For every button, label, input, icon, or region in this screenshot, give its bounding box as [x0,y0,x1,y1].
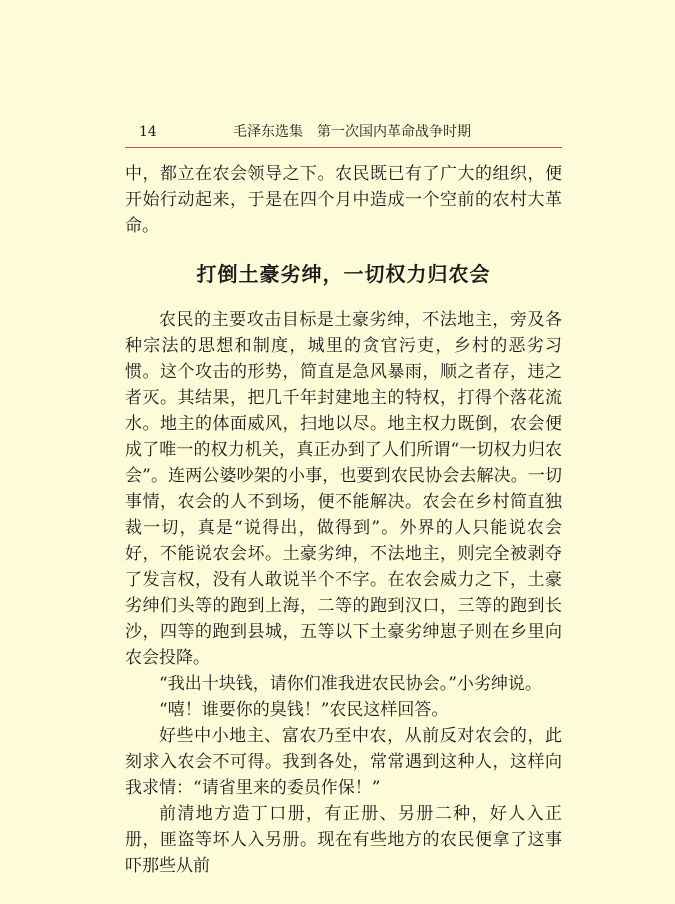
body-paragraph-3: “嘻！谁要你的臭钱！”农民这样回答。 [159,700,449,720]
body-paragraph-5: 前清地方造丁口册，有正册、另册二种，好人入正册，匪盗等坏人入另册。现在有些地方的农民便拿了这事吓那些从前 [125,804,562,876]
page-body [125,161,562,879]
running-head: 毛泽东选集 第一次国内革命战争时期 [233,124,471,140]
section-title: 打倒土豪劣绅，一切权力归农会 [196,262,491,286]
continued-paragraph: 中，都立在农会领导之下。农民既已有了广大的组织，便开始行动起来，于是在四个月中造成一个空前的农村大革命。 [125,164,562,236]
page-number: 14 [139,124,157,140]
header-rule [125,147,562,148]
body-paragraph-4: 好些中小地主、富农乃至中农，从前反对农会的，此刻求入农会不可得。我到各处，常常遇到这种人，这样向我求情：“请省里来的委员作保！” [125,726,562,798]
body-paragraph-2: “我出十块钱，请你们准我进农民协会。”小劣绅说。 [159,674,542,694]
body-paragraph-1: 农民的主要攻击目标是土豪劣绅，不法地主，旁及各种宗法的思想和制度，城里的贪官污吏，乡村的恶劣习惯。这个攻击的形势，简直是急风暴雨，顺之者存，违之者灭。其结果，把几千年封建地主的特权，打得个落花流水。地主的体面威风，扫地以尽。地主权力既倒，农会便成了唯一的权力机关，真正办到了人们所谓“一切权力归农会”。连两公婆吵架的小事，也要到农民协会去解决。一切事情，农会的人不到场，便不能解决。农会在乡村简直独裁一切，真是“说得出，做得到”。外界的人只能说农会好，不能说农会坏。土豪劣绅，不法地主，则完全被剥夺了发言权，没有人敢说半个不字。在农会威力之下，土豪劣绅们头等的跑到上海，二等的跑到汉口，三等的跑到长沙，四等的跑到县城，五等以下土豪劣绅崽子则在乡里向农会投降。 [125,310,562,668]
page-header [125,122,562,144]
